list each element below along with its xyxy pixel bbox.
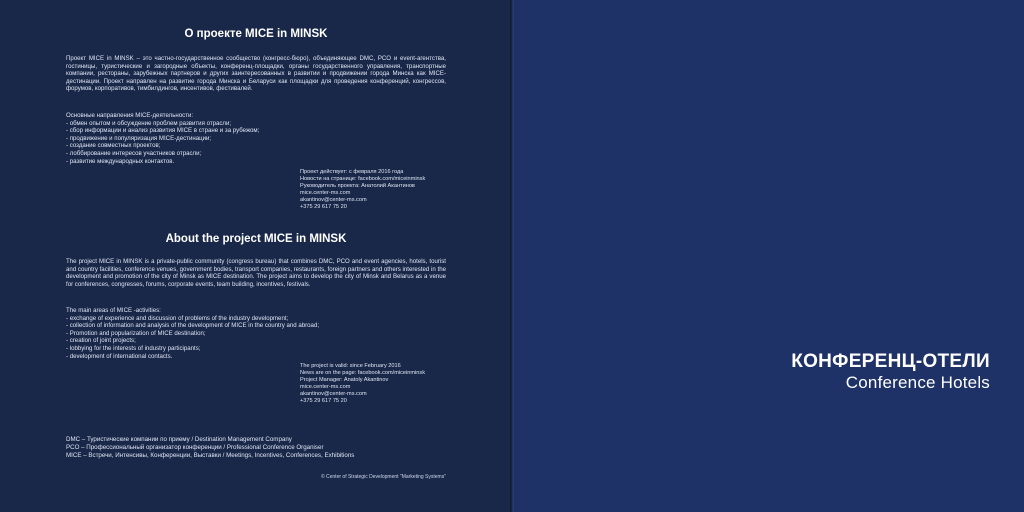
list-item: - creation of joint projects; (66, 337, 136, 345)
list-item: - сбор информации и анализ развития MICE в стране и за рубежом; (66, 127, 260, 135)
abbreviation-dmc: DMC – Туристические компании по приему / Destination Management Company (66, 436, 292, 443)
en-project-info (300, 363, 500, 405)
en-title: About the project MICE in MINSK (165, 233, 347, 245)
ru-project-info (300, 169, 500, 211)
list-item: - Promotion and popularization of MICE destination; (66, 329, 206, 337)
en-info-manager: Project Manager: Anatoly Akantinov (300, 377, 389, 383)
list-item: - exchange of experience and discussion of problems of the industry development; (66, 314, 289, 322)
right-page-cover (512, 0, 1024, 512)
copyright: © Center of Strategic Development "Marketing Systems" (320, 474, 446, 480)
ru-info-news: Новости на странице: facebook.com/miceinminsk (300, 176, 426, 182)
list-item: - развитие международных контактов. (66, 157, 175, 165)
ru-areas-title: Основные направления MICE-деятельности: (66, 112, 194, 119)
list-item: - lobbying for the interests of industry participants; (66, 344, 201, 352)
list-item: - лоббирование интересов участников отрасли; (66, 149, 202, 157)
en-areas-title: The main areas of MICE -activities: (66, 307, 161, 314)
page-fold (510, 0, 514, 512)
en-body: The project MICE in MINSK is a private-public community (congress bureau) that combines DMC, PCO and event agencies, hotels, tourist and country facilities, conference venues, government bodies, transport companies, restaurants, foreign partners and others interested in the development and promotion of the city of Minsk as MICE destination. The project aims to develop the city of Minsk and Belarus as a venue for conferences, congresses, forums, corporate events, team building, incentives, festivals. (66, 258, 446, 288)
list-item: - collection of information and analysis of the development of MICE in the country and abroad; (66, 322, 320, 330)
ru-body: Проект MICE in MINSK – это частно-государственное сообщество (конгресс-бюро), объединяющее DMC, PCO и event-агентства, гостиницы, туристические и загородные объекты, конференц-площадки, органы государственного управления, транспортные компании, рестораны, зарубежных партнеров и других заинтересованных в развитии и продвижении города Минска как MICE-дестинации. Проект направлен на развитие города Минска и Беларуси как площадки для проведения конференций, конгрессов, форумов, корпоративов, тимбилдингов, инсентивов, фестивалей. (66, 55, 446, 93)
ru-areas-list (66, 120, 446, 166)
en-info-news: News are on the page: facebook.com/miceinminsk (300, 370, 425, 376)
en-info-website: mice.center-ms.com (300, 384, 351, 390)
abbreviation-mice: MICE – Встречи, Интенсивы, Конференции, Выставки / Meetings, Incentives, Conferences, Exhibitions (66, 452, 355, 460)
list-item: - development of international contacts. (66, 352, 173, 360)
en-info-period: The project is valid: since February 2016 (300, 363, 401, 369)
ru-info-phone: +375 29 617 75 20 (300, 204, 347, 210)
en-info-email: akantinov@center-ms.com (300, 391, 367, 397)
abbreviations (66, 436, 466, 460)
ru-info-email: akantinov@center-ms.com (300, 197, 367, 203)
list-item: - создание совместных проектов; (66, 142, 161, 150)
abbreviation-pco: PCO – Профессиональный организатор конференции / Professional Conference Organiser (66, 444, 324, 452)
cover-title (791, 351, 990, 393)
ru-info-manager: Руководитель проекта: Анатолий Акантинов (300, 183, 415, 189)
cover-title-en: Conference Hotels (845, 373, 990, 392)
ru-info-website: mice.center-ms.com (300, 190, 351, 196)
list-item: - продвижение и популяризация MICE-дестинации; (66, 134, 212, 142)
en-areas-list (66, 315, 446, 361)
ru-title: О проекте MICE in MINSK (184, 28, 328, 40)
ru-info-period: Проект действует: с февраля 2016 года (300, 169, 404, 175)
en-info-phone: +375 29 617 75 20 (300, 398, 347, 404)
cover-title-ru: КОНФЕРЕНЦ-ОТЕЛИ (791, 351, 990, 372)
list-item: - обмен опытом и обсуждение проблем развития отрасли; (66, 119, 232, 127)
